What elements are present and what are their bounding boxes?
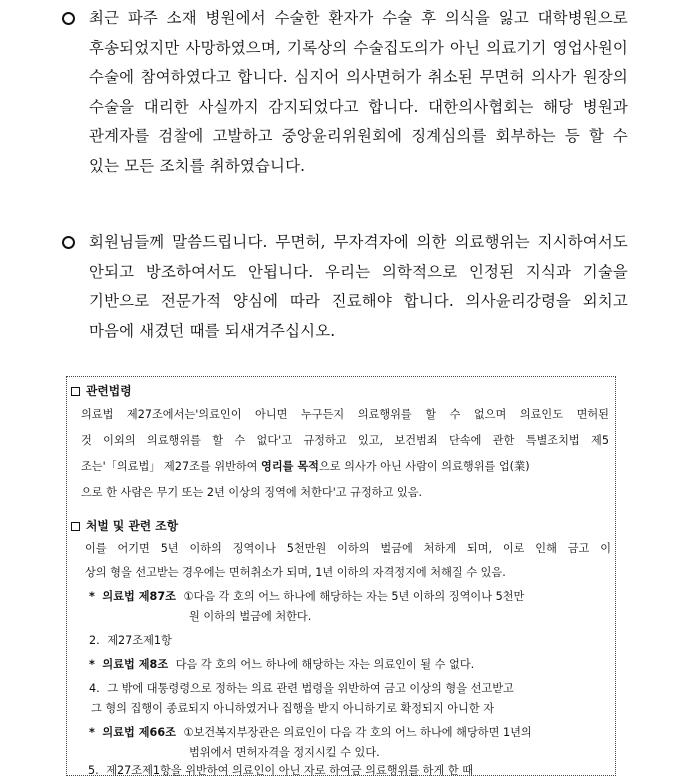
law-text-line: 것 이외의 의료행위를 할 수 없다'고 규정하고 있고, 보건범죄 단속에 관한 특별조치법 제5: [81, 434, 609, 447]
item-marker: 5.: [88, 764, 99, 777]
paragraph-2-text: 회원님들께 말씀드립니다. 무면허, 무자격자에 의한 의료행위는 지시하여서도 안되고 방조하여서도 안됩니다. 우리는 의학적으로 인정된 지식과 기술을 기반으로 전문가적 양심에 따라 진료해야 합니다. 의사윤리강령을 외치고 마음에 새겼던 때를 되새겨주십시오.: [89, 233, 628, 340]
law-article-text-cont: 그 형의 집행이 종료되지 아니하였거나 집행을 받지 아니하기로 확정되지 아니한 자: [91, 702, 495, 715]
penalty-text-line: 상의 형을 선고받는 경우에는 면허취소가 되며, 1년 이하의 자격정지에 처해질 수 있음.: [85, 566, 506, 579]
law-article-text: 제27조제1항을 위반하여 의료인이 아닌 자로 하여금 의료행위를 하게 한 때: [106, 764, 474, 777]
circle-bullet-icon: [62, 12, 75, 25]
law-article-name: 의료법 제87조: [102, 590, 176, 603]
penalty-text-line: 이를 어기면 5년 이하의 징역이나 5천만원 이하의 벌금에 처하게 되며, 이로 인해 금고 이: [85, 542, 611, 555]
paragraph-1-text: 최근 파주 소재 병원에서 수술한 환자가 수술 후 의식을 잃고 대학병원으로 후송되었지만 사망하였으며, 기록상의 수술집도의가 아닌 의료기기 영업사원이 수술에 참여하였다고 합니다. 심지어 의사면허가 취소된 무면허 의사가 원장의 수술을 대리한 사실까지 감지되었다고 합니다. 대한의사협회는 해당 병원과 관계자를 검찰에 고발하고 중앙윤리위원회에 징계심의를 회부하는 등 할 수 있는 모든 조치를 취하였습니다.: [89, 9, 628, 175]
law-article-item: [88, 762, 473, 778]
item-marker: 4.: [89, 682, 100, 695]
item-marker: *: [89, 590, 95, 603]
law-text-line: 의료법 제27조에서는'의료인이 아니면 누구든지 의료행위를 할 수 없으며 의료인도 면허된: [81, 408, 609, 421]
item-marker: *: [89, 658, 95, 671]
law-text-segment: 으로 의사가 아닌 사람이 의료행위를 업(業): [318, 460, 530, 473]
section-heading-related-laws: 관련법령: [71, 383, 132, 399]
law-article-item: [89, 725, 609, 741]
law-article-text-cont: 원 이하의 벌금에 처한다.: [189, 610, 312, 623]
law-article-text: 제27조제1항: [107, 634, 172, 647]
law-article-item: [89, 633, 172, 649]
circle-bullet-icon: [62, 236, 75, 249]
law-reference-box: [66, 376, 616, 776]
law-article-name: 의료법 제66조: [102, 726, 176, 739]
square-bullet-icon: [71, 387, 80, 396]
paragraph-2: [62, 228, 628, 346]
law-article-item: [89, 657, 474, 673]
law-article-text-cont: 범위에서 면허자격을 정지시킬 수 있다.: [189, 746, 380, 759]
law-article-item: [89, 589, 609, 605]
square-bullet-icon: [71, 522, 80, 531]
section-heading-penalties: 처벌 및 관련 조항: [71, 518, 178, 534]
law-text-segment: 조는'「의료법」 제27조를 위반하여: [81, 460, 262, 473]
law-article-name: 의료법 제8조: [102, 658, 169, 671]
emphasis-text: 영리를 목적: [261, 460, 319, 473]
item-marker: 2.: [89, 634, 100, 647]
paragraph-1: [62, 4, 628, 181]
law-article-text: 그 밖에 대통령령으로 정하는 의료 관련 법령을 위반하여 금고 이상의 형을 선고받고: [107, 682, 514, 695]
law-article-text: ①다음 각 호의 어느 하나에 해당하는 자는 5년 이하의 징역이나 5천만: [183, 590, 525, 603]
law-article-text: ①보건복지부장관은 의료인이 다음 각 호의 어느 하나에 해당하면 1년의: [183, 726, 532, 739]
law-text-line: 으로 한 사람은 무기 또는 2년 이상의 징역에 처한다'고 규정하고 있음.: [81, 486, 423, 499]
law-article-item: [89, 681, 514, 697]
law-article-text: 다음 각 호의 어느 하나에 해당하는 자는 의료인이 될 수 없다.: [175, 658, 475, 671]
item-marker: *: [89, 726, 95, 739]
law-text-line: [81, 459, 609, 475]
